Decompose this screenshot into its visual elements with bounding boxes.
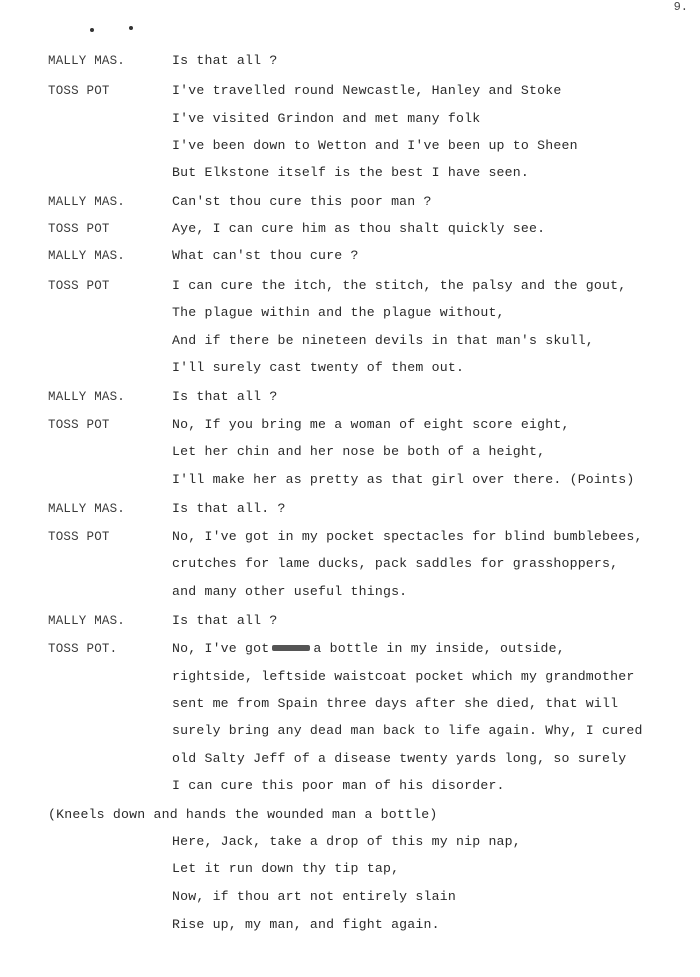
ink-mark — [90, 28, 94, 32]
dialogue-text: I've been down to Wetton and I've been up to Sheen — [172, 138, 578, 153]
dialogue-text: Let it run down thy tip tap, — [172, 861, 400, 876]
dialogue-text: Is that all. ? — [172, 501, 286, 516]
speaker-name: TOSS POT — [48, 279, 110, 293]
dialogue-text: crutches for lame ducks, pack saddles for grasshoppers, — [172, 556, 619, 571]
speaker-name: MALLY MAS. — [48, 614, 126, 628]
dialogue-text: And if there be nineteen devils in that man's skull, — [172, 333, 594, 348]
dialogue-text-part: No, I've got — [172, 641, 270, 656]
dialogue-text: No, I've got in my pocket spectacles for blind bumblebees, — [172, 529, 643, 544]
page-number: 9. — [673, 0, 688, 14]
dialogue-text: Aye, I can cure him as thou shalt quickly see. — [172, 221, 546, 236]
dialogue-text: old Salty Jeff of a disease twenty yards long, so surely — [172, 751, 627, 766]
speaker-name: TOSS POT — [48, 84, 110, 98]
dialogue-text: sent me from Spain three days after she died, that will — [172, 696, 619, 711]
dialogue-text: Let her chin and her nose be both of a height, — [172, 444, 546, 459]
dialogue-text-part: a bottle in my inside, outside, — [313, 641, 565, 656]
dialogue-text — [172, 638, 565, 660]
speaker-name: TOSS POT — [48, 222, 110, 236]
ink-mark — [129, 26, 133, 30]
stage-direction: (Kneels down and hands the wounded man a bottle) — [48, 807, 438, 822]
dialogue-text: Is that all ? — [172, 613, 278, 628]
dialogue-text: and many other useful things. — [172, 584, 408, 599]
dialogue-text: Now, if thou art not entirely slain — [172, 889, 456, 904]
dialogue-text: I'll make her as pretty as that girl over there. (Points) — [172, 472, 635, 487]
speaker-name: MALLY MAS. — [48, 195, 126, 209]
dialogue-text: Can'st thou cure this poor man ? — [172, 194, 432, 209]
speaker-name: MALLY MAS. — [48, 390, 126, 404]
dialogue-text: Here, Jack, take a drop of this my nip nap, — [172, 834, 521, 849]
dialogue-text: The plague within and the plague without, — [172, 305, 505, 320]
dialogue-text: I've visited Grindon and met many folk — [172, 111, 481, 126]
dialogue-text: What can'st thou cure ? — [172, 248, 359, 263]
dialogue-text: No, If you bring me a woman of eight score eight, — [172, 417, 570, 432]
dialogue-text: I can cure the itch, the stitch, the palsy and the gout, — [172, 278, 627, 293]
speaker-name: MALLY MAS. — [48, 54, 126, 68]
dialogue-text: Is that all ? — [172, 53, 278, 68]
dialogue-text: Is that all ? — [172, 389, 278, 404]
speaker-name: MALLY MAS. — [48, 502, 126, 516]
speaker-name: TOSS POT — [48, 530, 110, 544]
dialogue-text: I can cure this poor man of his disorder. — [172, 778, 505, 793]
dialogue-text: I've travelled round Newcastle, Hanley and Stoke — [172, 83, 562, 98]
dialogue-text: I'll surely cast twenty of them out. — [172, 360, 465, 375]
speaker-name: MALLY MAS. — [48, 249, 126, 263]
speaker-name: TOSS POT — [48, 418, 110, 432]
dialogue-text: But Elkstone itself is the best I have seen. — [172, 165, 530, 180]
dialogue-text: rightside, leftside waistcoat pocket which my grandmother — [172, 669, 635, 684]
struck-out-word — [272, 645, 310, 651]
dialogue-text: surely bring any dead man back to life again. Why, I cured — [172, 723, 643, 738]
speaker-name: TOSS POT. — [48, 642, 118, 656]
dialogue-text: Rise up, my man, and fight again. — [172, 917, 440, 932]
